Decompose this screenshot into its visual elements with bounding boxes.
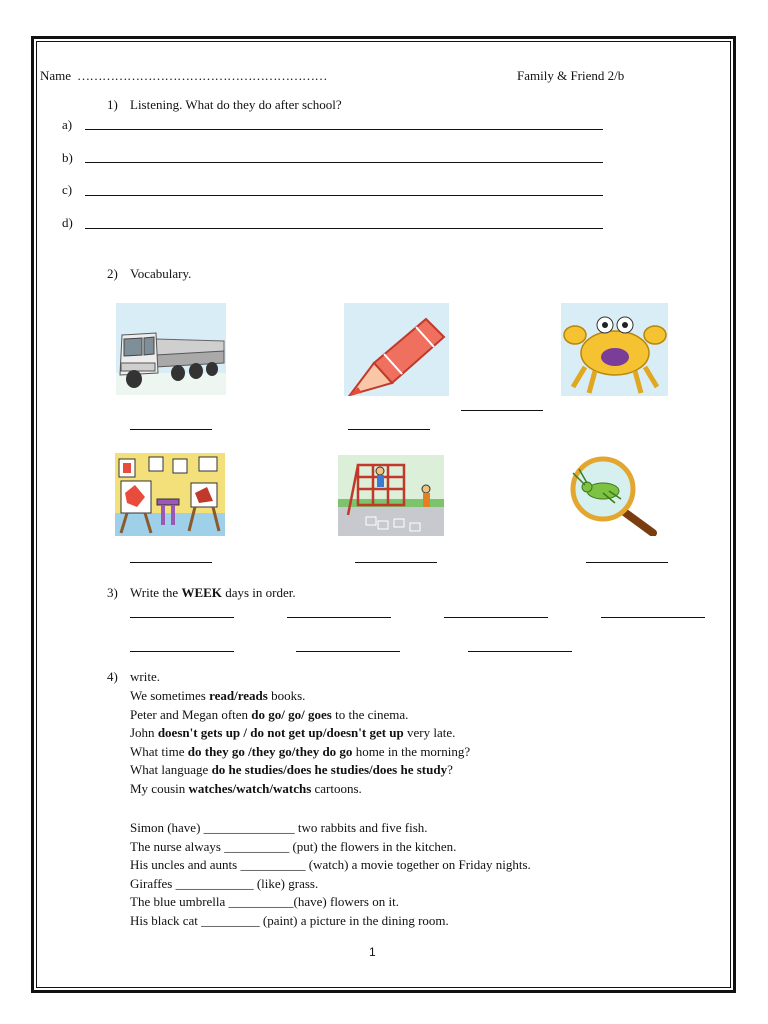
section2-number: 2) <box>107 266 118 281</box>
book-title: Family & Friend 2/b <box>517 68 625 83</box>
choice-sentence-1: We sometimes read/reads books. <box>130 688 306 703</box>
name-label: Name <box>40 68 72 83</box>
section2-title: Vocabulary. <box>130 266 192 281</box>
vocab-blank-6[interactable] <box>586 562 668 563</box>
grasshopper-picture <box>563 455 658 536</box>
weekday-blank-1[interactable] <box>130 617 234 618</box>
section3-title: Write the WEEK days in order. <box>130 585 296 600</box>
fill-sentence-1: Simon (have) ______________ two rabbits and five fish. <box>130 820 428 835</box>
vocab-blank-1[interactable] <box>130 429 212 430</box>
fill-sentence-3: His uncles and aunts __________ (watch) a movie together on Friday nights. <box>130 857 531 873</box>
answer-line-d[interactable] <box>85 228 603 229</box>
answer-label-b: b) <box>62 150 73 165</box>
section1-number: 1) <box>107 97 118 112</box>
vocab-blank-2[interactable] <box>348 429 430 430</box>
choice-sentence-2: Peter and Megan often do go/ go/ goes to the cinema. <box>130 706 409 722</box>
section3-number: 3) <box>107 585 118 600</box>
weekday-blank-3[interactable] <box>444 617 548 618</box>
vocab-blank-4[interactable] <box>130 562 212 563</box>
answer-label-c: c) <box>62 182 73 197</box>
art-room-picture <box>115 453 225 536</box>
choice-sentence-5: What language do he studies/does he studies/does he study? <box>130 762 453 778</box>
choice-sentences <box>130 687 690 799</box>
weekday-blank-2[interactable] <box>287 617 391 618</box>
choice-sentence-6: My cousin watches/watch/watchs cartoons. <box>130 780 362 796</box>
fill-sentence-2: The nurse always __________ (put) the flowers in the kitchen. <box>130 838 457 854</box>
fill-sentence-6: His black cat _________ (paint) a picture in the dining room. <box>130 912 449 928</box>
truck-picture <box>116 303 226 395</box>
answer-line-c[interactable] <box>85 195 603 196</box>
section4-number: 4) <box>107 669 118 684</box>
climbing-frame-picture <box>338 455 444 536</box>
page-number: 1 <box>369 945 376 959</box>
crab-picture <box>561 303 668 396</box>
vocab-blank-3[interactable] <box>461 410 543 411</box>
weekday-blank-4[interactable] <box>601 617 705 618</box>
answer-line-b[interactable] <box>85 162 603 163</box>
answer-line-a[interactable] <box>85 129 603 130</box>
answer-label-a: a) <box>62 117 73 132</box>
weekday-blank-7[interactable] <box>468 651 572 652</box>
section1-title: Listening. What do they do after school? <box>130 97 342 112</box>
choice-sentence-3: John doesn't gets up / do not get up/doesn't get up very late. <box>130 725 456 741</box>
vocab-blank-5[interactable] <box>355 562 437 563</box>
fill-sentences <box>130 819 690 931</box>
fill-sentence-4: Giraffes ____________ (like) grass. <box>130 875 319 891</box>
fill-sentence-5: The blue umbrella __________(have) flowers on it. <box>130 894 399 910</box>
section4-title: write. <box>130 669 160 684</box>
weekday-blank-6[interactable] <box>296 651 400 652</box>
answer-label-d: d) <box>62 215 73 230</box>
choice-sentence-4: What time do they go /they go/they do go home in the morning? <box>130 743 471 759</box>
weekday-blank-5[interactable] <box>130 651 234 652</box>
name-blank[interactable]: …………………………………………………… <box>77 68 327 83</box>
crayon-picture <box>344 303 449 396</box>
